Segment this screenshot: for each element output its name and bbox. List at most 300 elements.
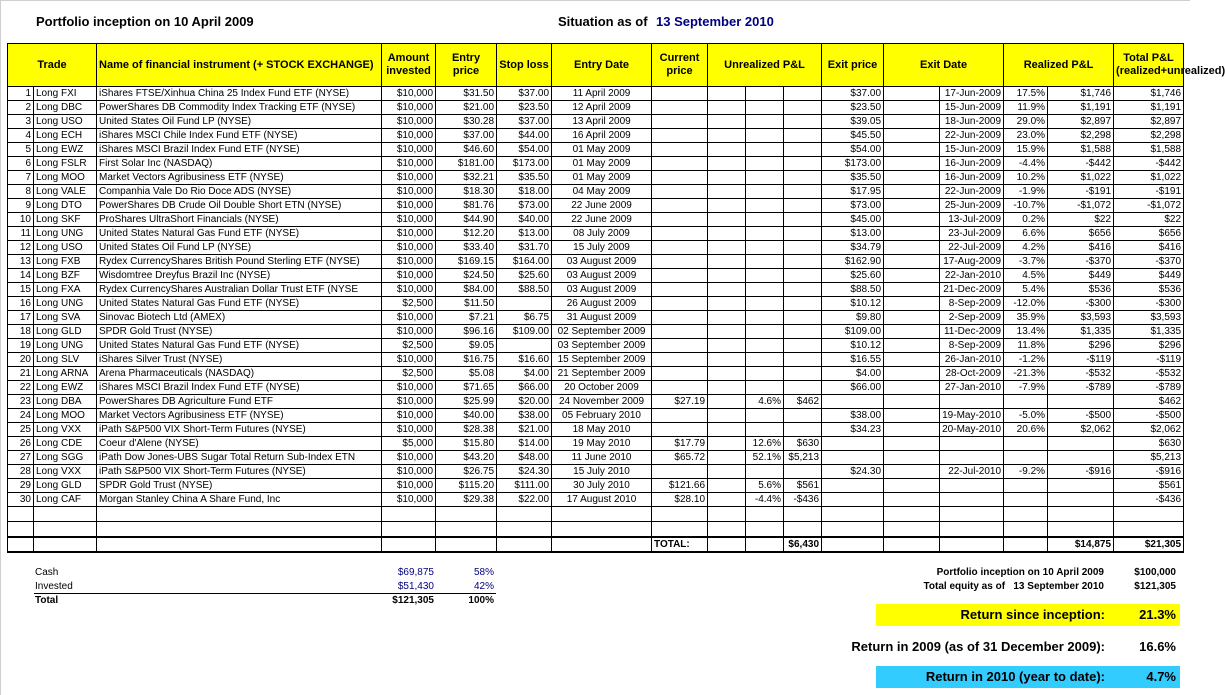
empty-cell[interactable] — [940, 507, 1004, 522]
unrealized-pct-cell[interactable] — [746, 115, 784, 129]
totals-realized[interactable]: $14,875 — [1048, 537, 1114, 552]
empty-cell[interactable] — [884, 87, 940, 101]
instrument-cell[interactable]: Rydex CurrencyShares British Pound Sterling ETF (NYSE) — [97, 255, 382, 269]
unrealized-value-cell[interactable] — [784, 87, 822, 101]
unrealized-value-cell[interactable]: $5,213 — [784, 451, 822, 465]
empty-cell[interactable] — [708, 255, 746, 269]
empty-cell[interactable] — [1004, 507, 1048, 522]
entry-price-cell[interactable]: $24.50 — [436, 269, 497, 283]
unrealized-pct-cell[interactable] — [746, 213, 784, 227]
row-number[interactable]: 30 — [8, 493, 34, 507]
exit-date-cell[interactable]: 8-Sep-2009 — [940, 339, 1004, 353]
empty-cell[interactable] — [708, 185, 746, 199]
empty-cell[interactable] — [34, 507, 97, 522]
empty-cell[interactable] — [884, 353, 940, 367]
unrealized-pct-cell[interactable] — [746, 297, 784, 311]
row-number[interactable]: 21 — [8, 367, 34, 381]
exit-date-cell[interactable]: 18-Jun-2009 — [940, 115, 1004, 129]
realized-pct-cell[interactable]: 29.0% — [1004, 115, 1048, 129]
current-price-cell[interactable] — [652, 199, 708, 213]
empty-cell[interactable] — [708, 129, 746, 143]
empty-cell[interactable] — [884, 283, 940, 297]
total-pl-cell[interactable]: -$789 — [1114, 381, 1184, 395]
exit-price-cell[interactable]: $16.55 — [822, 353, 884, 367]
empty-cell[interactable] — [822, 537, 884, 552]
unrealized-pct-cell[interactable] — [746, 311, 784, 325]
realized-pct-cell[interactable] — [1004, 493, 1048, 507]
unrealized-pct-cell[interactable] — [746, 269, 784, 283]
amount-cell[interactable]: $10,000 — [382, 283, 436, 297]
trade-cell[interactable]: Long FXB — [34, 255, 97, 269]
unrealized-value-cell[interactable] — [784, 353, 822, 367]
trade-cell[interactable]: Long USO — [34, 115, 97, 129]
stop-loss-cell[interactable]: $173.00 — [497, 157, 552, 171]
trade-cell[interactable]: Long UNG — [34, 227, 97, 241]
realized-value-cell[interactable]: $416 — [1048, 241, 1114, 255]
realized-pct-cell[interactable] — [1004, 395, 1048, 409]
unrealized-pct-cell[interactable] — [746, 129, 784, 143]
trade-cell[interactable]: Long EWZ — [34, 143, 97, 157]
realized-pct-cell[interactable] — [1004, 437, 1048, 451]
empty-cell[interactable] — [708, 101, 746, 115]
empty-cell[interactable] — [884, 493, 940, 507]
exit-price-cell[interactable]: $38.00 — [822, 409, 884, 423]
amount-cell[interactable]: $10,000 — [382, 171, 436, 185]
entry-date-cell[interactable]: 16 April 2009 — [552, 129, 652, 143]
realized-value-cell[interactable]: $296 — [1048, 339, 1114, 353]
amount-cell[interactable]: $10,000 — [382, 493, 436, 507]
entry-date-cell[interactable]: 21 September 2009 — [552, 367, 652, 381]
trade-cell[interactable]: Long ECH — [34, 129, 97, 143]
empty-cell[interactable] — [8, 507, 34, 522]
row-number[interactable]: 13 — [8, 255, 34, 269]
trade-cell[interactable]: Long SVA — [34, 311, 97, 325]
stop-loss-cell[interactable]: $40.00 — [497, 213, 552, 227]
unrealized-value-cell[interactable] — [784, 115, 822, 129]
entry-price-cell[interactable]: $44.90 — [436, 213, 497, 227]
instrument-cell[interactable]: Companhia Vale Do Rio Doce ADS (NYSE) — [97, 185, 382, 199]
exit-price-cell[interactable]: $24.30 — [822, 465, 884, 479]
realized-value-cell[interactable]: $536 — [1048, 283, 1114, 297]
total-pl-cell[interactable]: $5,213 — [1114, 451, 1184, 465]
entry-date-cell[interactable]: 02 September 2009 — [552, 325, 652, 339]
empty-cell[interactable] — [382, 522, 436, 538]
exit-date-cell[interactable] — [940, 395, 1004, 409]
instrument-cell[interactable]: SPDR Gold Trust (NYSE) — [97, 325, 382, 339]
instrument-cell[interactable]: United States Natural Gas Fund ETF (NYSE) — [97, 297, 382, 311]
amount-cell[interactable]: $10,000 — [382, 325, 436, 339]
instrument-cell[interactable]: Market Vectors Agribusiness ETF (NYSE) — [97, 171, 382, 185]
realized-pct-cell[interactable]: 20.6% — [1004, 423, 1048, 437]
exit-price-cell[interactable]: $10.12 — [822, 297, 884, 311]
row-number[interactable]: 29 — [8, 479, 34, 493]
stop-loss-cell[interactable]: $35.50 — [497, 171, 552, 185]
empty-cell[interactable] — [746, 537, 784, 552]
current-price-cell[interactable] — [652, 87, 708, 101]
realized-pct-cell[interactable]: 35.9% — [1004, 311, 1048, 325]
stop-loss-cell[interactable] — [497, 339, 552, 353]
empty-cell[interactable] — [1048, 507, 1114, 522]
total-pl-cell[interactable]: $1,746 — [1114, 87, 1184, 101]
entry-date-cell[interactable]: 11 June 2010 — [552, 451, 652, 465]
current-price-cell[interactable] — [652, 409, 708, 423]
stop-loss-cell[interactable]: $111.00 — [497, 479, 552, 493]
stop-loss-cell[interactable]: $4.00 — [497, 367, 552, 381]
amount-cell[interactable]: $10,000 — [382, 115, 436, 129]
unrealized-value-cell[interactable] — [784, 423, 822, 437]
total-pl-cell[interactable]: -$532 — [1114, 367, 1184, 381]
amount-cell[interactable]: $10,000 — [382, 87, 436, 101]
col-trade[interactable]: Trade — [8, 44, 97, 87]
unrealized-value-cell[interactable] — [784, 227, 822, 241]
entry-date-cell[interactable]: 19 May 2010 — [552, 437, 652, 451]
total-pl-cell[interactable]: -$436 — [1114, 493, 1184, 507]
exit-price-cell[interactable]: $34.23 — [822, 423, 884, 437]
unrealized-pct-cell[interactable]: 12.6% — [746, 437, 784, 451]
instrument-cell[interactable]: iShares MSCI Brazil Index Fund ETF (NYSE) — [97, 143, 382, 157]
empty-cell[interactable] — [884, 101, 940, 115]
exit-date-cell[interactable]: 22-Jun-2009 — [940, 129, 1004, 143]
stop-loss-cell[interactable]: $23.50 — [497, 101, 552, 115]
empty-cell[interactable] — [884, 451, 940, 465]
stop-loss-cell[interactable]: $18.00 — [497, 185, 552, 199]
total-pl-cell[interactable]: $1,588 — [1114, 143, 1184, 157]
amount-cell[interactable]: $10,000 — [382, 465, 436, 479]
total-pl-cell[interactable]: -$442 — [1114, 157, 1184, 171]
current-price-cell[interactable] — [652, 283, 708, 297]
realized-pct-cell[interactable]: 4.2% — [1004, 241, 1048, 255]
realized-value-cell[interactable]: $22 — [1048, 213, 1114, 227]
exit-price-cell[interactable]: $109.00 — [822, 325, 884, 339]
unrealized-pct-cell[interactable]: 5.6% — [746, 479, 784, 493]
total-pl-cell[interactable]: $2,897 — [1114, 115, 1184, 129]
trade-cell[interactable]: Long MOO — [34, 171, 97, 185]
entry-date-cell[interactable]: 15 September 2009 — [552, 353, 652, 367]
empty-cell[interactable] — [708, 199, 746, 213]
total-pl-cell[interactable]: $2,062 — [1114, 423, 1184, 437]
entry-date-cell[interactable]: 18 May 2010 — [552, 423, 652, 437]
entry-price-cell[interactable]: $32.21 — [436, 171, 497, 185]
entry-date-cell[interactable]: 01 May 2009 — [552, 143, 652, 157]
row-number[interactable]: 11 — [8, 227, 34, 241]
entry-date-cell[interactable]: 13 April 2009 — [552, 115, 652, 129]
total-pl-cell[interactable]: $656 — [1114, 227, 1184, 241]
unrealized-pct-cell[interactable] — [746, 423, 784, 437]
unrealized-value-cell[interactable] — [784, 325, 822, 339]
realized-pct-cell[interactable]: -1.9% — [1004, 185, 1048, 199]
empty-cell[interactable] — [884, 213, 940, 227]
realized-pct-cell[interactable]: 11.9% — [1004, 101, 1048, 115]
total-pl-cell[interactable]: $1,022 — [1114, 171, 1184, 185]
empty-cell[interactable] — [708, 423, 746, 437]
total-pl-cell[interactable]: -$119 — [1114, 353, 1184, 367]
amount-cell[interactable]: $10,000 — [382, 213, 436, 227]
empty-cell[interactable] — [436, 522, 497, 538]
current-price-cell[interactable] — [652, 227, 708, 241]
entry-price-cell[interactable]: $115.20 — [436, 479, 497, 493]
amount-cell[interactable]: $10,000 — [382, 157, 436, 171]
instrument-cell[interactable]: United States Oil Fund LP (NYSE) — [97, 241, 382, 255]
instrument-cell[interactable]: United States Oil Fund LP (NYSE) — [97, 115, 382, 129]
realized-pct-cell[interactable]: 17.5% — [1004, 87, 1048, 101]
unrealized-value-cell[interactable] — [784, 101, 822, 115]
empty-cell[interactable] — [708, 241, 746, 255]
trade-cell[interactable]: Long SLV — [34, 353, 97, 367]
realized-value-cell[interactable]: -$1,072 — [1048, 199, 1114, 213]
unrealized-pct-cell[interactable]: 4.6% — [746, 395, 784, 409]
trade-cell[interactable]: Long DBA — [34, 395, 97, 409]
entry-date-cell[interactable]: 31 August 2009 — [552, 311, 652, 325]
amount-cell[interactable]: $2,500 — [382, 339, 436, 353]
entry-price-cell[interactable]: $9.05 — [436, 339, 497, 353]
unrealized-value-cell[interactable] — [784, 283, 822, 297]
instrument-cell[interactable]: Rydex CurrencyShares Australian Dollar Trust ETF (NYSE — [97, 283, 382, 297]
empty-cell[interactable] — [708, 381, 746, 395]
unrealized-pct-cell[interactable]: 52.1% — [746, 451, 784, 465]
stop-loss-cell[interactable]: $31.70 — [497, 241, 552, 255]
current-price-cell[interactable] — [652, 339, 708, 353]
unrealized-pct-cell[interactable] — [746, 465, 784, 479]
entry-date-cell[interactable]: 04 May 2009 — [552, 185, 652, 199]
amount-cell[interactable]: $10,000 — [382, 451, 436, 465]
amount-cell[interactable]: $10,000 — [382, 255, 436, 269]
realized-pct-cell[interactable]: -7.9% — [1004, 381, 1048, 395]
total-pl-cell[interactable]: $2,298 — [1114, 129, 1184, 143]
trade-cell[interactable]: Long MOO — [34, 409, 97, 423]
entry-date-cell[interactable]: 17 August 2010 — [552, 493, 652, 507]
empty-cell[interactable] — [708, 437, 746, 451]
row-number[interactable]: 2 — [8, 101, 34, 115]
stop-loss-cell[interactable]: $54.00 — [497, 143, 552, 157]
stop-loss-cell[interactable]: $13.00 — [497, 227, 552, 241]
empty-cell[interactable] — [708, 227, 746, 241]
trade-cell[interactable]: Long GLD — [34, 325, 97, 339]
instrument-cell[interactable]: PowerShares DB Agriculture Fund ETF — [97, 395, 382, 409]
empty-cell[interactable] — [884, 199, 940, 213]
amount-cell[interactable]: $10,000 — [382, 185, 436, 199]
realized-value-cell[interactable]: -$789 — [1048, 381, 1114, 395]
exit-price-cell[interactable]: $162.90 — [822, 255, 884, 269]
realized-value-cell[interactable]: -$442 — [1048, 157, 1114, 171]
trade-cell[interactable]: Long GLD — [34, 479, 97, 493]
amount-cell[interactable]: $10,000 — [382, 409, 436, 423]
entry-price-cell[interactable]: $28.38 — [436, 423, 497, 437]
empty-cell[interactable] — [552, 537, 652, 552]
amount-cell[interactable]: $10,000 — [382, 129, 436, 143]
current-price-cell[interactable] — [652, 129, 708, 143]
unrealized-value-cell[interactable] — [784, 269, 822, 283]
trade-cell[interactable]: Long ARNA — [34, 367, 97, 381]
unrealized-value-cell[interactable] — [784, 199, 822, 213]
entry-price-cell[interactable]: $30.28 — [436, 115, 497, 129]
trade-cell[interactable]: Long USO — [34, 241, 97, 255]
row-number[interactable]: 24 — [8, 409, 34, 423]
unrealized-value-cell[interactable]: -$436 — [784, 493, 822, 507]
empty-cell[interactable] — [708, 269, 746, 283]
instrument-cell[interactable]: iShares MSCI Chile Index Fund ETF (NYSE) — [97, 129, 382, 143]
entry-price-cell[interactable]: $18.30 — [436, 185, 497, 199]
entry-date-cell[interactable]: 15 July 2010 — [552, 465, 652, 479]
realized-pct-cell[interactable]: 4.5% — [1004, 269, 1048, 283]
empty-cell[interactable] — [708, 87, 746, 101]
amount-cell[interactable]: $10,000 — [382, 381, 436, 395]
empty-cell[interactable] — [884, 227, 940, 241]
row-number[interactable]: 10 — [8, 213, 34, 227]
amount-cell[interactable]: $10,000 — [382, 311, 436, 325]
empty-cell[interactable] — [884, 537, 940, 552]
stop-loss-cell[interactable]: $16.60 — [497, 353, 552, 367]
total-pl-cell[interactable]: $1,191 — [1114, 101, 1184, 115]
unrealized-pct-cell[interactable] — [746, 353, 784, 367]
unrealized-value-cell[interactable]: $630 — [784, 437, 822, 451]
stop-loss-cell[interactable]: $73.00 — [497, 199, 552, 213]
exit-price-cell[interactable]: $25.60 — [822, 269, 884, 283]
exit-date-cell[interactable] — [940, 493, 1004, 507]
row-number[interactable]: 19 — [8, 339, 34, 353]
col-entry-price[interactable]: Entry price — [436, 44, 497, 87]
exit-price-cell[interactable]: $54.00 — [822, 143, 884, 157]
amount-cell[interactable]: $10,000 — [382, 269, 436, 283]
empty-cell[interactable] — [708, 522, 746, 538]
exit-price-cell[interactable]: $35.50 — [822, 171, 884, 185]
instrument-cell[interactable]: Sinovac Biotech Ltd (AMEX) — [97, 311, 382, 325]
entry-price-cell[interactable]: $26.75 — [436, 465, 497, 479]
empty-cell[interactable] — [708, 409, 746, 423]
instrument-cell[interactable]: SPDR Gold Trust (NYSE) — [97, 479, 382, 493]
realized-pct-cell[interactable]: 6.6% — [1004, 227, 1048, 241]
realized-value-cell[interactable] — [1048, 395, 1114, 409]
unrealized-value-cell[interactable] — [784, 367, 822, 381]
current-price-cell[interactable] — [652, 297, 708, 311]
empty-cell[interactable] — [382, 507, 436, 522]
current-price-cell[interactable] — [652, 353, 708, 367]
unrealized-pct-cell[interactable] — [746, 241, 784, 255]
empty-cell[interactable] — [708, 157, 746, 171]
entry-date-cell[interactable]: 03 August 2009 — [552, 269, 652, 283]
amount-cell[interactable]: $2,500 — [382, 297, 436, 311]
exit-price-cell[interactable]: $88.50 — [822, 283, 884, 297]
realized-value-cell[interactable]: $656 — [1048, 227, 1114, 241]
unrealized-pct-cell[interactable] — [746, 227, 784, 241]
unrealized-pct-cell[interactable] — [746, 367, 784, 381]
exit-price-cell[interactable]: $13.00 — [822, 227, 884, 241]
current-price-cell[interactable] — [652, 367, 708, 381]
unrealized-pct-cell[interactable] — [746, 171, 784, 185]
exit-date-cell[interactable]: 11-Dec-2009 — [940, 325, 1004, 339]
empty-cell[interactable] — [708, 115, 746, 129]
empty-cell[interactable] — [746, 507, 784, 522]
empty-cell[interactable] — [884, 115, 940, 129]
entry-price-cell[interactable]: $12.20 — [436, 227, 497, 241]
unrealized-pct-cell[interactable] — [746, 101, 784, 115]
empty-cell[interactable] — [436, 507, 497, 522]
unrealized-pct-cell[interactable] — [746, 143, 784, 157]
entry-price-cell[interactable]: $84.00 — [436, 283, 497, 297]
stop-loss-cell[interactable]: $6.75 — [497, 311, 552, 325]
realized-value-cell[interactable]: -$500 — [1048, 409, 1114, 423]
empty-cell[interactable] — [884, 157, 940, 171]
unrealized-pct-cell[interactable] — [746, 87, 784, 101]
current-price-cell[interactable] — [652, 423, 708, 437]
total-pl-cell[interactable]: $462 — [1114, 395, 1184, 409]
row-number[interactable]: 5 — [8, 143, 34, 157]
exit-date-cell[interactable]: 26-Jan-2010 — [940, 353, 1004, 367]
unrealized-pct-cell[interactable] — [746, 381, 784, 395]
row-number[interactable]: 26 — [8, 437, 34, 451]
col-current-price[interactable]: Current price — [652, 44, 708, 87]
realized-pct-cell[interactable]: -3.7% — [1004, 255, 1048, 269]
instrument-cell[interactable]: Arena Pharmaceuticals (NASDAQ) — [97, 367, 382, 381]
empty-cell[interactable] — [382, 537, 436, 552]
stop-loss-cell[interactable]: $44.00 — [497, 129, 552, 143]
row-number[interactable]: 12 — [8, 241, 34, 255]
entry-price-cell[interactable]: $71.65 — [436, 381, 497, 395]
realized-value-cell[interactable]: -$300 — [1048, 297, 1114, 311]
empty-cell[interactable] — [8, 537, 34, 552]
empty-cell[interactable] — [708, 465, 746, 479]
realized-pct-cell[interactable]: -1.2% — [1004, 353, 1048, 367]
row-number[interactable]: 28 — [8, 465, 34, 479]
amount-cell[interactable]: $10,000 — [382, 395, 436, 409]
totals-unrealized[interactable]: $6,430 — [784, 537, 822, 552]
empty-cell[interactable] — [1114, 507, 1184, 522]
empty-cell[interactable] — [822, 507, 884, 522]
totals-total[interactable]: $21,305 — [1114, 537, 1184, 552]
stop-loss-cell[interactable]: $164.00 — [497, 255, 552, 269]
empty-cell[interactable] — [708, 297, 746, 311]
empty-cell[interactable] — [708, 213, 746, 227]
stop-loss-cell[interactable]: $38.00 — [497, 409, 552, 423]
exit-date-cell[interactable]: 22-Jun-2009 — [940, 185, 1004, 199]
row-number[interactable]: 15 — [8, 283, 34, 297]
unrealized-value-cell[interactable] — [784, 185, 822, 199]
exit-price-cell[interactable]: $17.95 — [822, 185, 884, 199]
unrealized-value-cell[interactable] — [784, 213, 822, 227]
exit-price-cell[interactable]: $10.12 — [822, 339, 884, 353]
realized-value-cell[interactable]: $2,897 — [1048, 115, 1114, 129]
unrealized-pct-cell[interactable] — [746, 325, 784, 339]
realized-pct-cell[interactable]: 10.2% — [1004, 171, 1048, 185]
total-pl-cell[interactable]: $296 — [1114, 339, 1184, 353]
exit-date-cell[interactable]: 22-Jul-2010 — [940, 465, 1004, 479]
empty-cell[interactable] — [940, 522, 1004, 538]
realized-pct-cell[interactable]: -12.0% — [1004, 297, 1048, 311]
current-price-cell[interactable] — [652, 157, 708, 171]
unrealized-pct-cell[interactable] — [746, 409, 784, 423]
entry-price-cell[interactable]: $43.20 — [436, 451, 497, 465]
unrealized-value-cell[interactable] — [784, 381, 822, 395]
instrument-cell[interactable]: Wisdomtree Dreyfus Brazil Inc (NYSE) — [97, 269, 382, 283]
exit-price-cell[interactable]: $66.00 — [822, 381, 884, 395]
realized-pct-cell[interactable]: -5.0% — [1004, 409, 1048, 423]
trade-cell[interactable]: Long VALE — [34, 185, 97, 199]
realized-value-cell[interactable]: $1,022 — [1048, 171, 1114, 185]
instrument-cell[interactable]: iShares FTSE/Xinhua China 25 Index Fund ETF (NYSE) — [97, 87, 382, 101]
trade-cell[interactable]: Long DTO — [34, 199, 97, 213]
stop-loss-cell[interactable]: $24.30 — [497, 465, 552, 479]
current-price-cell[interactable] — [652, 381, 708, 395]
entry-date-cell[interactable]: 20 October 2009 — [552, 381, 652, 395]
trade-cell[interactable]: Long FXI — [34, 87, 97, 101]
exit-date-cell[interactable]: 21-Dec-2009 — [940, 283, 1004, 297]
amount-cell[interactable]: $10,000 — [382, 353, 436, 367]
unrealized-value-cell[interactable] — [784, 171, 822, 185]
stop-loss-cell[interactable]: $37.00 — [497, 87, 552, 101]
row-number[interactable]: 8 — [8, 185, 34, 199]
empty-cell[interactable] — [497, 537, 552, 552]
col-exit-price[interactable]: Exit price — [822, 44, 884, 87]
entry-price-cell[interactable]: $169.15 — [436, 255, 497, 269]
